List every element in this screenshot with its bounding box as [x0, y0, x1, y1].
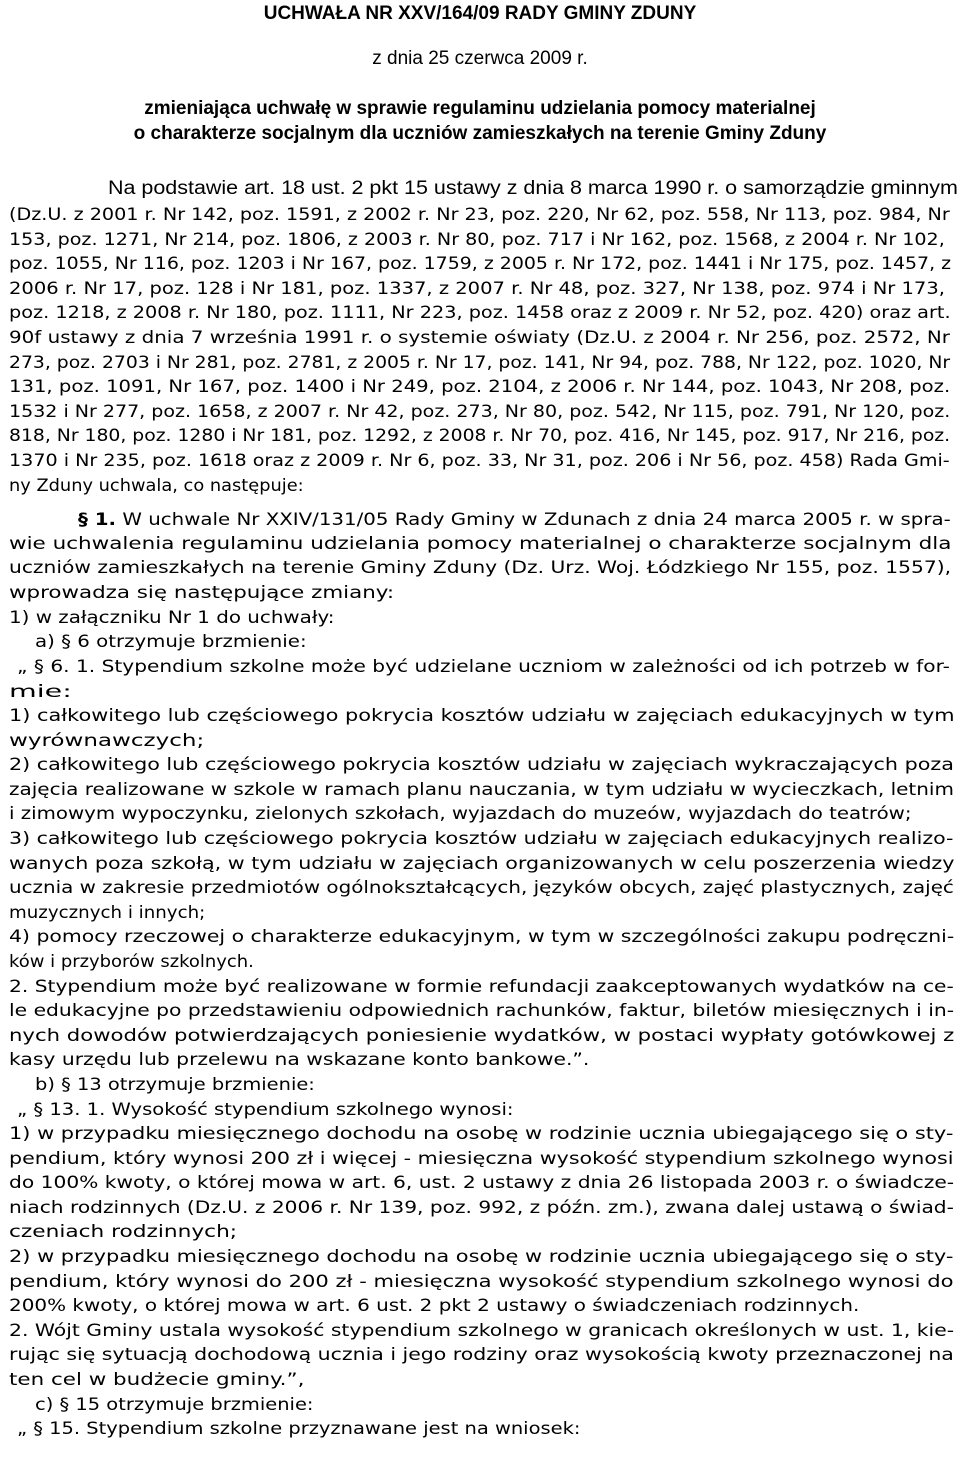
preamble-line: 1370 i Nr 235, poz. 1618 oraz z 2009 r. Nr 6, poz. 33, Nr 31, poz. 206 i Nr 56, poz. 458) Rada Gmi- — [9, 451, 950, 471]
preamble-line: 1532 i Nr 277, poz. 1658, z 2007 r. Nr 42, poz. 273, Nr 80, poz. 542, Nr 115, poz. 791, Nr 120, poz. — [9, 402, 951, 422]
section-1-line: ucznia w zakresie przedmiotów ogólnokształcących, języków obcych, zajęć plastycznych, zajęć — [9, 878, 954, 898]
section-1-line: „ § 15. Stypendium szkolne przyznawane jest na wniosek: — [17, 1419, 581, 1439]
section-1-text: W uchwale Nr XXIV/131/05 Rady Gminy w Zdunach z dnia 24 marca 2005 r. w spra- — [122, 510, 951, 530]
section-1-line: wanych poza szkołą, w tym udziału w zajęciach organizowanych w celu poszerzenia wiedzy — [9, 854, 955, 874]
preamble-line: 90f ustawy z dnia 7 września 1991 r. o systemie oświaty (Dz.U. z 2004 r. Nr 256, poz. 2572, Nr — [9, 328, 950, 348]
section-1-line: 2) w przypadku miesięcznego dochodu na osobę w rodzinie ucznia ubiegającego się o sty- — [9, 1247, 954, 1267]
preamble-line: poz. 1055, Nr 116, poz. 1203 i Nr 167, poz. 1759, z 2005 r. Nr 172, poz. 1441 i Nr 175, poz. 1457, z — [9, 254, 952, 274]
section-1-line: b) § 13 otrzymuje brzmienie: — [35, 1075, 315, 1095]
section-1-line: 1) w załączniku Nr 1 do uchwały: — [9, 608, 335, 628]
section-1-line: 2) całkowitego lub częściowego pokrycia kosztów udziału w zajęciach wykraczających poza — [9, 755, 954, 775]
preamble-line: 2006 r. Nr 17, poz. 128 i Nr 181, poz. 1337, z 2007 r. Nr 48, poz. 327, Nr 138, poz. 974 i Nr 173, — [9, 279, 945, 299]
section-1-line: wprowadza się następujące zmiany: — [9, 583, 395, 603]
section-1-line: rując się sytuacją dochodową ucznia i jego rodziny oraz wysokością kwoty przeznaczonej na — [9, 1345, 954, 1365]
preamble-line: ny Zduny uchwala, co następuje: — [9, 476, 304, 496]
section-1-line: 1) całkowitego lub częściowego pokrycia kosztów udziału w zajęciach edukacyjnych w tym — [9, 706, 955, 726]
section-1-line: uczniów zamieszkałych na terenie Gminy Zduny (Dz. Urz. Woj. Łódzkiego Nr 155, poz. 1557), — [9, 558, 952, 578]
section-1-line: mie: — [9, 682, 72, 702]
section-1-line: niach rodzinnych (Dz.U. z 2006 r. Nr 139, poz. 992, z późn. zm.), zwana dalej ustawą o świad- — [9, 1198, 954, 1218]
section-1-line: „ § 13. 1. Wysokość stypendium szkolnego wynosi: — [17, 1100, 514, 1120]
section-1-line: kasy urzędu lub przelewu na wskazane konto bankowe.”. — [9, 1050, 590, 1070]
section-1-line: czeniach rodzinnych; — [9, 1222, 238, 1242]
section-1-line: do 100% kwoty, o której mowa w art. 6, ust. 2 ustawy z dnia 26 listopada 2003 r. o świadcze- — [9, 1173, 955, 1193]
preamble-line: poz. 1218, z 2008 r. Nr 180, poz. 1111, Nr 223, poz. 1458 oraz z 2009 r. Nr 52, poz. 420) oraz art. — [9, 303, 951, 323]
preamble-line: 818, Nr 180, poz. 1280 i Nr 181, poz. 1292, z 2008 r. Nr 70, poz. 416, Nr 145, poz. 917, Nr 216, poz. — [9, 426, 951, 446]
section-1-line: 200% kwoty, o której mowa w art. 6 ust. 2 pkt 2 ustawy o świadczeniach rodzinnych. — [9, 1296, 860, 1316]
section-1-line: „ § 6. 1. Stypendium szkolne może być udzielane uczniom w zależności od ich potrzeb w for- — [17, 657, 950, 677]
section-1-first-line — [78, 507, 951, 533]
section-1-line: wie uchwalenia regulaminu udzielania pomocy materialnej o charakterze socjalnym dla — [9, 534, 952, 554]
resolution-date: z dnia 25 czerwca 2009 r. — [372, 48, 588, 69]
section-1-line: zajęcia realizowane w szkole w ramach planu nauczania, w tym udziału w wycieczkach, letnim — [9, 780, 954, 800]
section-1-line: 3) całkowitego lub częściowego pokrycia kosztów udziału w zajęciach edukacyjnych realizo- — [9, 829, 954, 849]
section-1-line: a) § 6 otrzymuje brzmienie: — [35, 632, 307, 652]
section-1-line: nych dowodów potwierdzających poniesienie wydatków, w postaci wypłaty gotówkowej z — [9, 1026, 955, 1046]
section-1-line: le edukacyjne po przedstawieniu odpowiednich rachunków, faktur, biletów miesięcznych i in- — [9, 1001, 955, 1021]
section-1-line: 1) w przypadku miesięcznego dochodu na osobę w rodzinie ucznia ubiegającego się o sty- — [9, 1124, 954, 1144]
preamble-line: 273, poz. 2703 i Nr 281, poz. 2781, z 2005 r. Nr 17, poz. 141, Nr 94, poz. 788, Nr 122, poz. 1020, Nr — [9, 353, 951, 373]
section-1-line: muzycznych i innych; — [9, 903, 206, 923]
preamble-line: (Dz.U. z 2001 r. Nr 142, poz. 1591, z 2002 r. Nr 23, poz. 220, Nr 62, poz. 558, Nr 113, poz. 984, Nr — [9, 205, 950, 225]
section-1-line: pendium, który wynosi do 200 zł - miesięczna wysokość stypendium szkolnego wynosi do — [9, 1272, 954, 1292]
resolution-subject-line-1: zmieniająca uchwałę w sprawie regulaminu udzielania pomocy materialnej — [144, 98, 816, 119]
section-1-line: 2. Stypendium może być realizowane w formie refundacji zaakceptowanych wydatków na ce- — [9, 977, 954, 997]
resolution-subject-line-2: o charakterze socjalnym dla uczniów zamieszkałych na terenie Gminy Zduny — [133, 123, 827, 144]
section-1-line: ten cel w budżecie gminy.”, — [9, 1370, 305, 1390]
resolution-title: UCHWAŁA NR XXV/164/09 RADY GMINY ZDUNY — [263, 3, 697, 24]
section-1-line: 4) pomocy rzeczowej o charakterze edukacyjnym, w tym w szczególności zakupu podręczni- — [9, 927, 955, 947]
preamble-first-line: Na podstawie art. 18 ust. 2 pkt 15 ustawy z dnia 8 marca 1990 r. o samorządzie gminnym — [108, 178, 958, 199]
section-1-line: wyrównawczych; — [9, 731, 205, 751]
section-1-line: pendium, który wynosi 200 zł i więcej - miesięczna wysokość stypendium szkolnego wynosi — [9, 1149, 954, 1169]
section-1-line: c) § 15 otrzymuje brzmienie: — [35, 1395, 314, 1415]
section-1-line: i zimowym wypoczynku, zielonych szkołach, wyjazdach do muzeów, wyjazdach do teatrów; — [9, 804, 912, 824]
section-1-line: ków i przyborów szkolnych. — [9, 952, 254, 972]
section-1-line: 2. Wójt Gminy ustala wysokość stypendium szkolnego w granicach określonych w ust. 1, kie- — [9, 1321, 955, 1341]
preamble-line: 131, poz. 1091, Nr 167, poz. 1400 i Nr 249, poz. 2104, z 2006 r. Nr 144, poz. 1043, Nr 208, poz. — [9, 377, 951, 397]
section-1-marker: § 1. — [78, 510, 117, 530]
preamble-line: 153, poz. 1271, Nr 214, poz. 1806, z 2003 r. Nr 80, poz. 717 i Nr 162, poz. 1568, z 2004 r. Nr 102, — [9, 230, 945, 250]
